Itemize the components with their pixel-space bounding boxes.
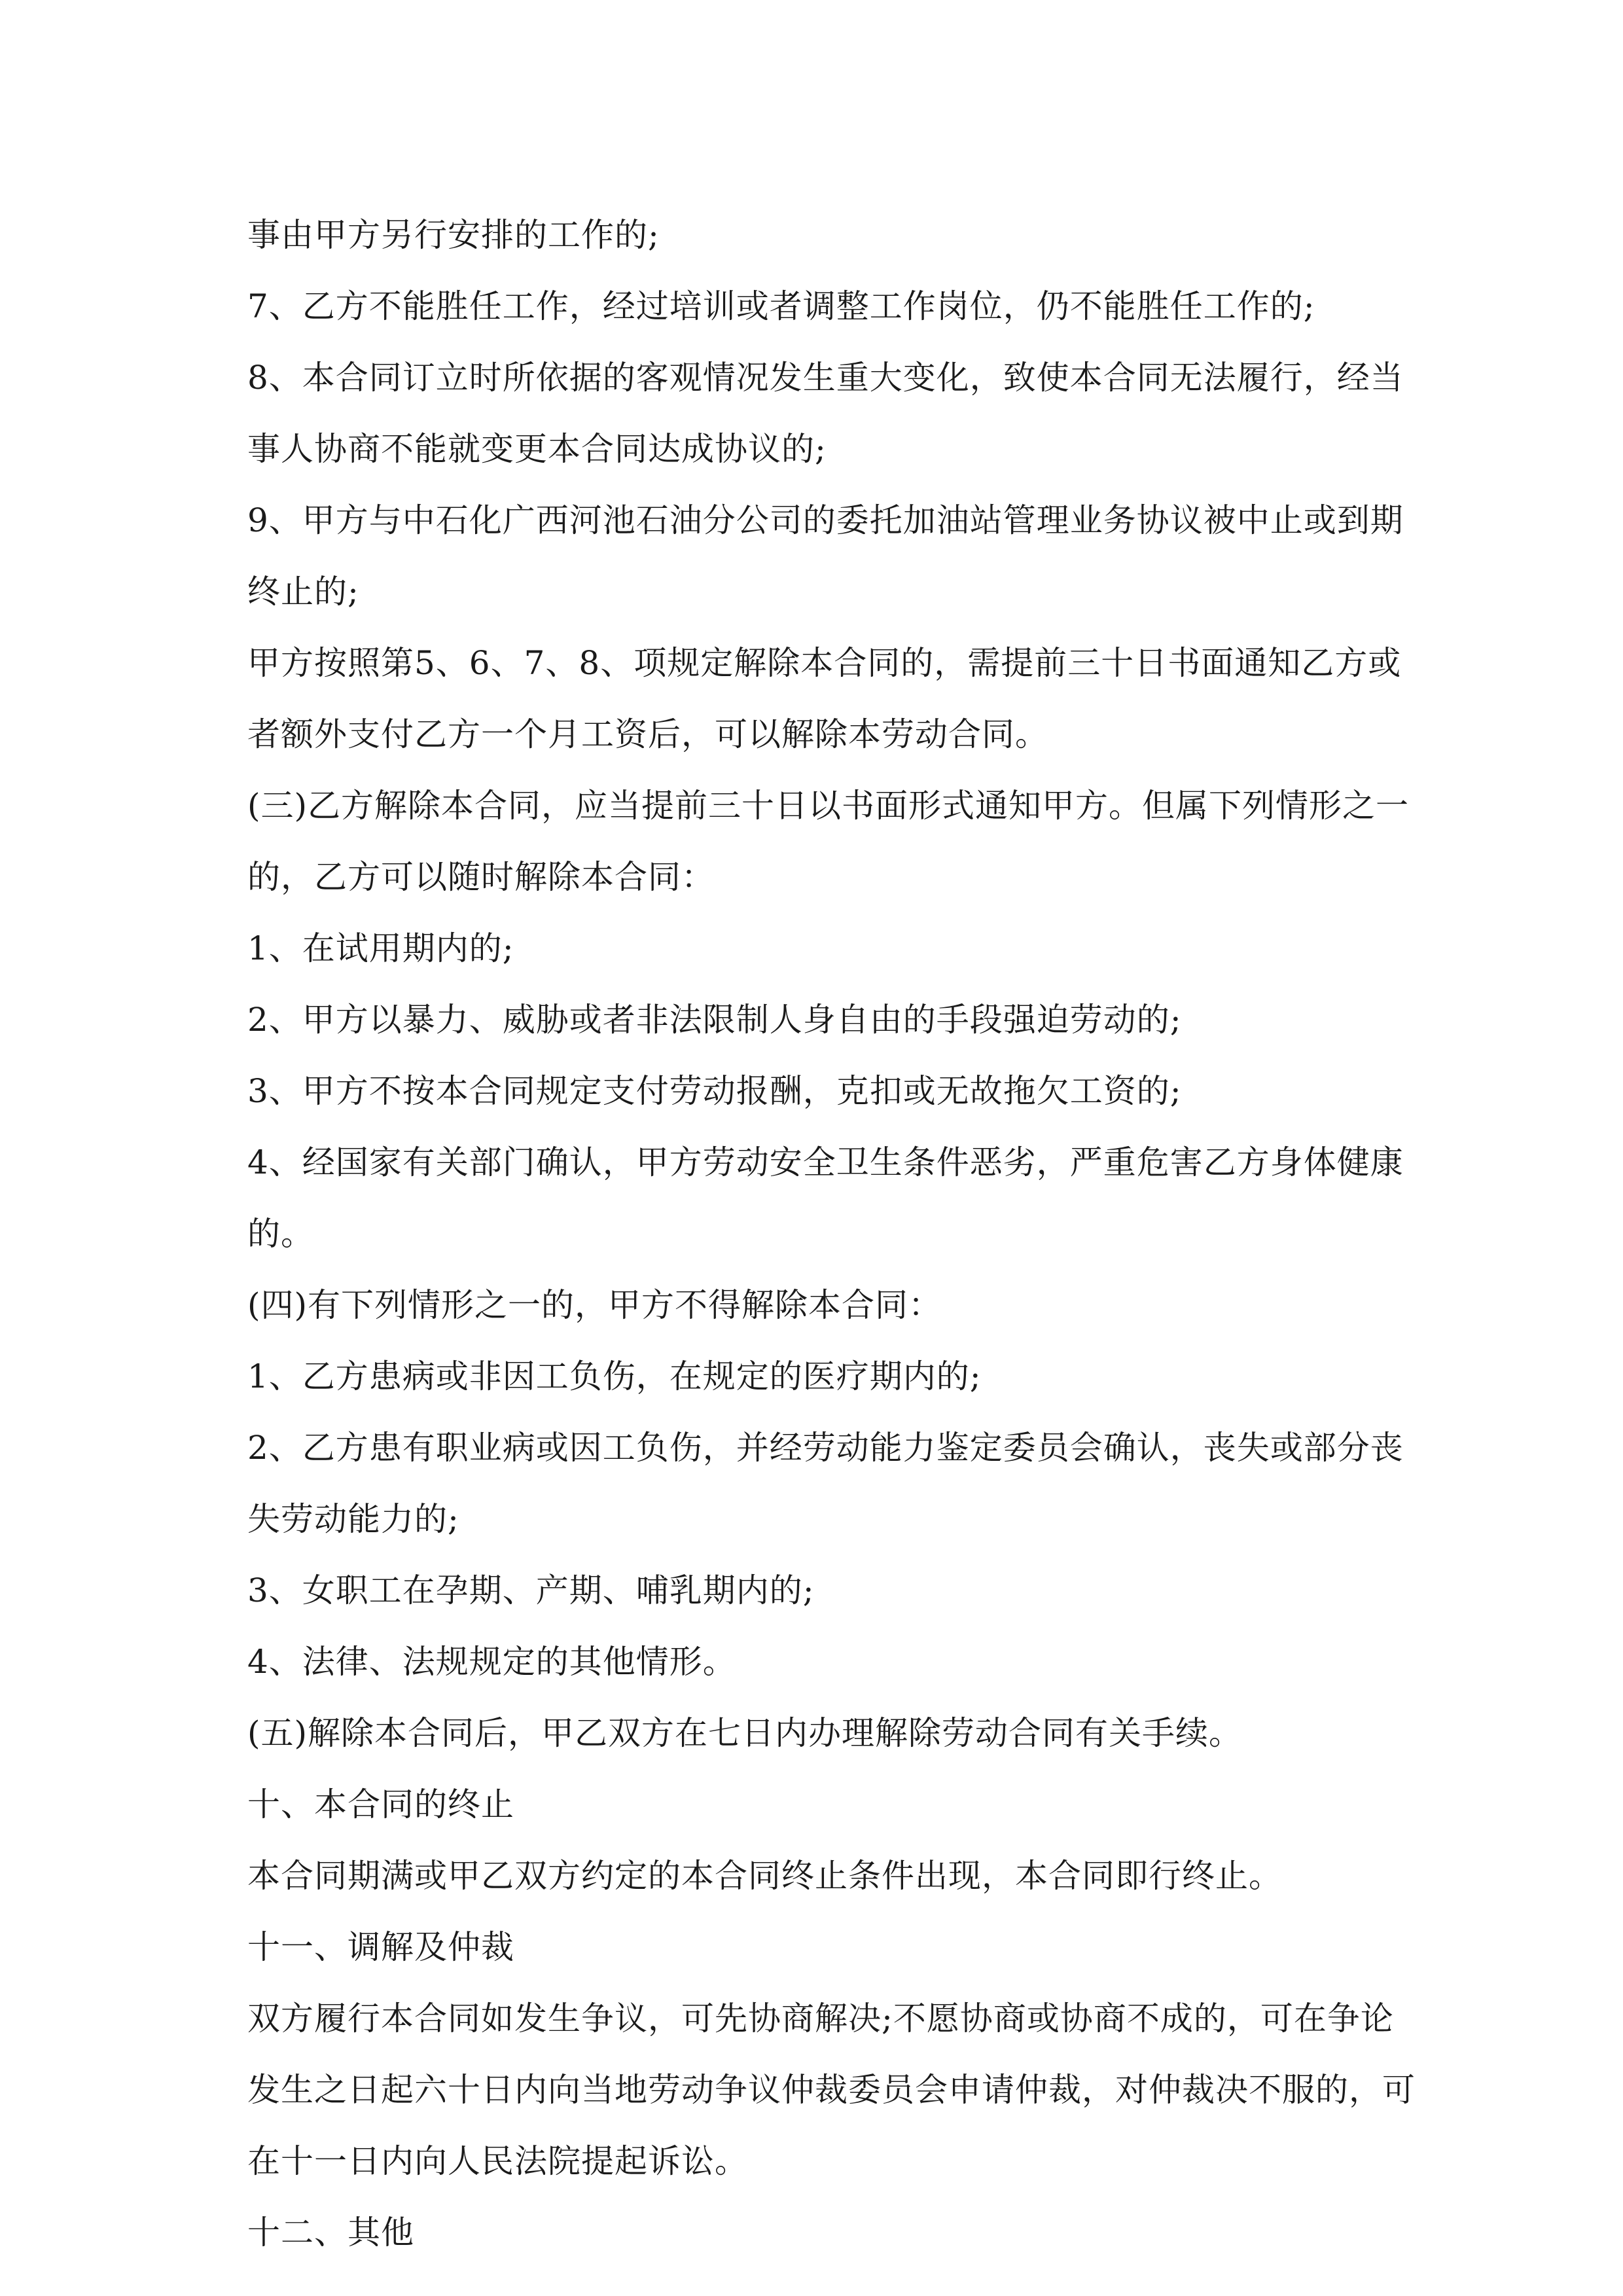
text-line: 者额外支付乙方一个月工资后，可以解除本劳动合同。 bbox=[247, 715, 1048, 753]
section-heading: 十一、调解及仲裁 bbox=[247, 1928, 514, 1966]
text-line: 本合同期满或甲乙双方约定的本合同终止条件出现，本合同即行终止。 bbox=[247, 1857, 1282, 1895]
text-line: 终止的; bbox=[247, 573, 359, 611]
text-line: 1、在试用期内的; bbox=[247, 929, 514, 967]
text-line: 7、乙方不能胜任工作，经过培训或者调整工作岗位，仍不能胜任工作的; bbox=[247, 287, 1315, 325]
document-body bbox=[247, 200, 1416, 2269]
text-line: 发生之日起六十日内向当地劳动争议仲裁委员会申请仲裁，对仲裁决不服的，可 bbox=[247, 2071, 1416, 2109]
text-line: 1、乙方患病或非因工负伤，在规定的医疗期内的; bbox=[247, 1357, 982, 1395]
text-line: 双方履行本合同如发生争议，可先协商解决;不愿协商或协商不成的，可在争论 bbox=[247, 2000, 1394, 2037]
text-line: 事人协商不能就变更本合同达成协议的; bbox=[247, 430, 827, 468]
text-line: 4、法律、法规规定的其他情形。 bbox=[247, 1643, 736, 1681]
text-line: 4、经国家有关部门确认，甲方劳动安全卫生条件恶劣，严重危害乙方身体健康 bbox=[247, 1143, 1404, 1181]
text-line: 甲方按照第5、6、7、8、项规定解除本合同的，需提前三十日书面通知乙方或 bbox=[247, 644, 1402, 682]
text-line: 的，乙方可以随时解除本合同： bbox=[247, 858, 715, 896]
text-line: 2、甲方以暴力、威胁或者非法限制人身自由的手段强迫劳动的; bbox=[247, 1001, 1182, 1039]
text-line: 2、乙方患有职业病或因工负伤，并经劳动能力鉴定委员会确认，丧失或部分丧 bbox=[247, 1429, 1404, 1467]
text-line: 3、甲方不按本合同规定支付劳动报酬，克扣或无故拖欠工资的; bbox=[247, 1072, 1182, 1110]
text-line: 的。 bbox=[247, 1215, 314, 1253]
text-line: 在十一日内向人民法院提起诉讼。 bbox=[247, 2142, 748, 2180]
section-heading: 十、本合同的终止 bbox=[247, 1785, 514, 1823]
text-line: 事由甲方另行安排的工作的; bbox=[247, 216, 660, 254]
text-line: 3、女职工在孕期、产期、哺乳期内的; bbox=[247, 1571, 815, 1609]
text-line: 9、甲方与中石化广西河池石油分公司的委托加油站管理业务协议被中止或到期 bbox=[247, 501, 1404, 539]
text-line: 8、本合同订立时所依据的客观情况发生重大变化，致使本合同无法履行，经当 bbox=[247, 359, 1404, 397]
text-line: (五)解除本合同后，甲乙双方在七日内办理解除劳动合同有关手续。 bbox=[247, 1714, 1243, 1752]
text-line: (四)有下列情形之一的，甲方不得解除本合同： bbox=[247, 1286, 942, 1324]
section-heading: 十二、其他 bbox=[247, 2214, 414, 2251]
text-line: 失劳动能力的; bbox=[247, 1500, 459, 1538]
text-line: (三)乙方解除本合同，应当提前三十日以书面形式通知甲方。但属下列情形之一 bbox=[247, 787, 1410, 825]
